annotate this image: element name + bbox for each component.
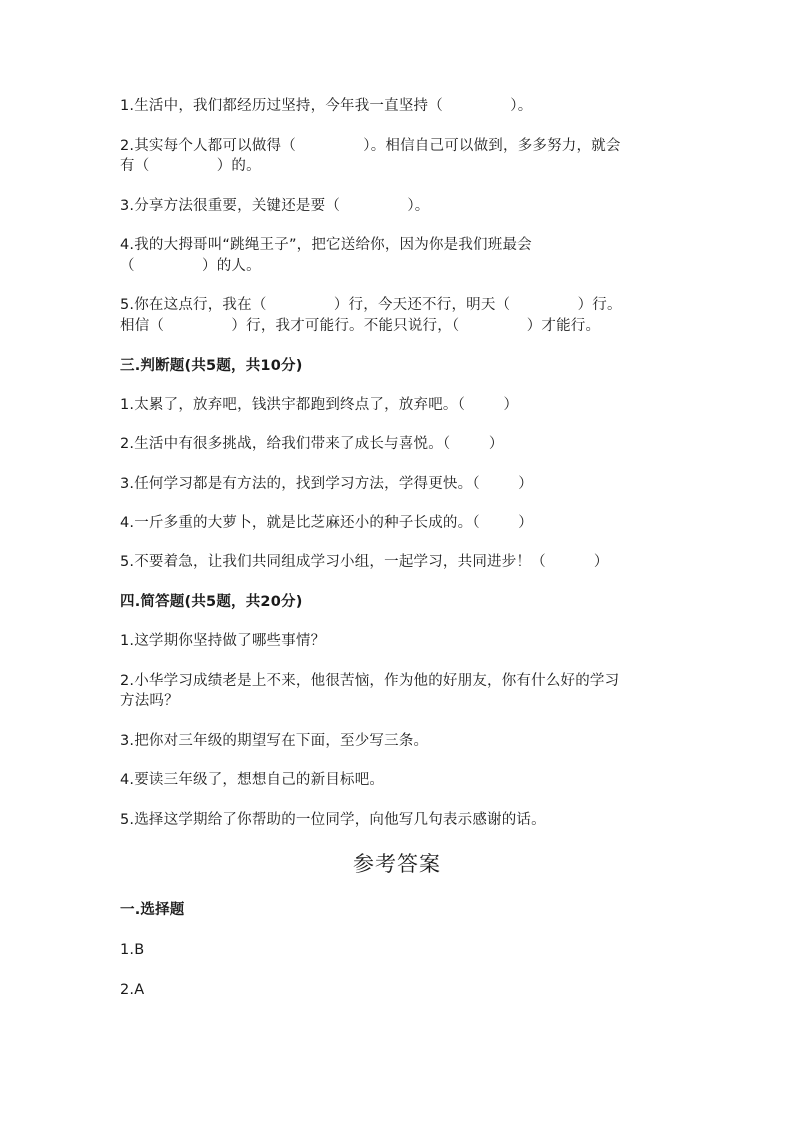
answer-key-title: 参考答案 — [353, 852, 441, 876]
answer-item-1: 1.B — [120, 942, 145, 958]
short-answer-section-heading: 四.简答题(共5题，共20分) — [120, 594, 303, 610]
answer-item-2: 2.A — [120, 982, 145, 998]
short-answer-question-3: 3.把你对三年级的期望写在下面，至少写三条。 — [120, 733, 429, 749]
judge-item-4: 4.一斤多重的大萝卜，就是比芝麻还小的种子长成的。（ ） — [120, 515, 533, 531]
answer-section-heading: 一.选择题 — [120, 902, 185, 918]
judge-item-1: 1.太累了，放弃吧，钱洪宇都跑到终点了，放弃吧。（ ） — [120, 397, 519, 413]
fill-in-question-2-line-1: 2.其实每个人都可以做得（ ）。相信自己可以做到，多多努力，就会 — [120, 138, 621, 154]
short-answer-question-4: 4.要读三年级了，想想自己的新目标吧。 — [120, 772, 385, 788]
short-answer-question-2-line-1: 2.小华学习成绩老是上不来，他很苦恼，作为他的好朋友，你有什么好的学习 — [120, 673, 620, 689]
fill-in-question-5-line-1: 5.你在这点行，我在（ ）行，今天还不行，明天（ ）行。 — [120, 297, 622, 313]
fill-in-question-3: 3.分享方法很重要，关键还是要（ ）。 — [120, 198, 430, 214]
short-answer-question-2-line-2: 方法吗？ — [120, 693, 179, 709]
judge-item-5: 5.不要着急，让我们共同组成学习小组，一起学习，共同进步！（ ） — [120, 554, 609, 570]
short-answer-question-5: 5.选择这学期给了你帮助的一位同学，向他写几句表示感谢的话。 — [120, 812, 546, 828]
fill-in-question-5-line-2: 相信（ ）行，我才可能行。不能只说行，（ ）才能行。 — [120, 318, 601, 334]
fill-in-question-4-line-2: （ ）的人。 — [120, 258, 261, 274]
fill-in-question-4-line-1: 4.我的大拇哥叫“跳绳王子”，把它送给你，因为你是我们班最会 — [120, 237, 532, 253]
judge-item-3: 3.任何学习都是有方法的，找到学习方法，学得更快。（ ） — [120, 476, 533, 492]
judge-item-2: 2.生活中有很多挑战，给我们带来了成长与喜悦。（ ） — [120, 436, 504, 452]
short-answer-question-1: 1.这学期你坚持做了哪些事情？ — [120, 633, 326, 649]
fill-in-question-2-line-2: 有（ ）的。 — [120, 158, 261, 174]
judge-section-heading: 三.判断题(共5题，共10分) — [120, 358, 303, 374]
fill-in-question-1: 1.生活中，我们都经历过坚持，今年我一直坚持（ ）。 — [120, 98, 533, 114]
